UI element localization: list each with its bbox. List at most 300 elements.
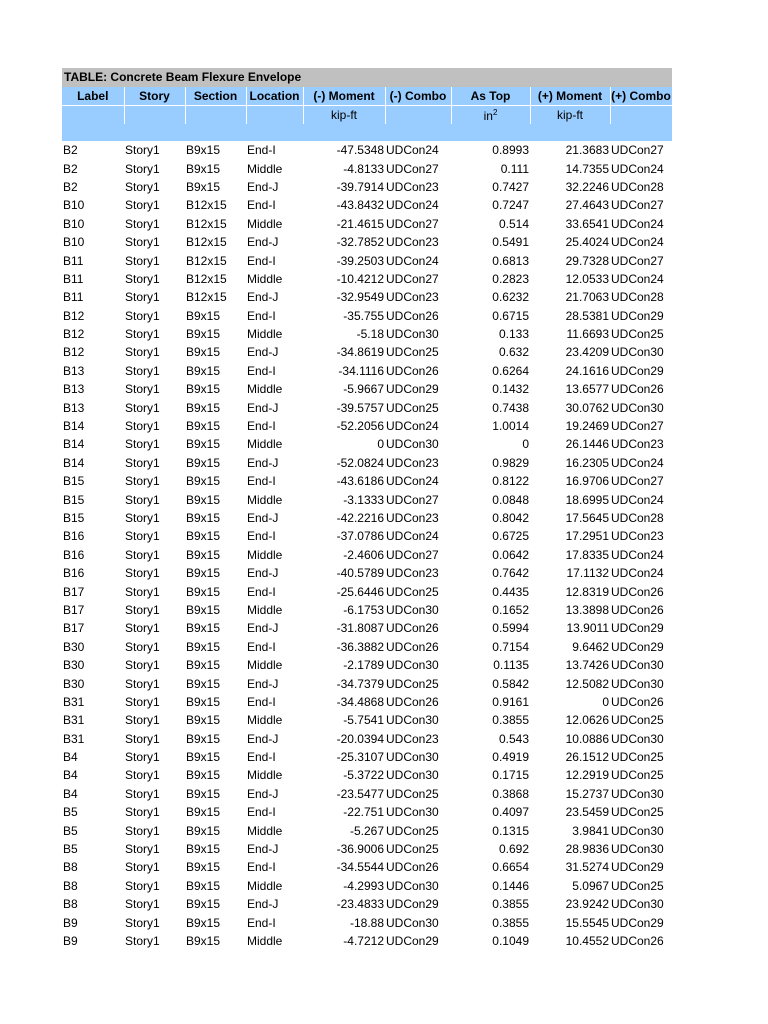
cell-pos-combo: UDCon30 <box>611 658 664 673</box>
cell-neg-moment: -23.5477 <box>336 786 384 801</box>
cell-pos-moment: 26.1512 <box>565 750 609 765</box>
cell-label: B2 <box>63 179 78 194</box>
cell-story: Story1 <box>125 382 160 397</box>
table-row <box>62 932 672 950</box>
cell-neg-combo: UDCon27 <box>386 216 439 231</box>
cell-neg-moment: -43.8432 <box>336 198 384 213</box>
table-row <box>62 288 672 306</box>
header-neg-combo: (-) Combo <box>385 87 451 106</box>
cell-pos-combo: UDCon30 <box>611 842 664 857</box>
cell-label: B11 <box>63 290 84 305</box>
cell-pos-combo: UDCon30 <box>611 345 664 360</box>
cell-pos-moment: 13.9011 <box>566 621 609 636</box>
cell-pos-moment: 17.2951 <box>565 529 609 544</box>
table-row <box>62 454 672 472</box>
spreadsheet <box>62 68 672 950</box>
cell-label: B31 <box>63 731 85 746</box>
cell-neg-moment: -23.4833 <box>336 897 384 912</box>
cell-story: Story1 <box>125 915 160 930</box>
cell-pos-combo: UDCon30 <box>611 400 664 415</box>
cell-neg-moment: -5.3722 <box>343 768 384 783</box>
cell-pos-moment: 12.0533 <box>565 271 609 286</box>
cell-story: Story1 <box>125 805 160 820</box>
cell-story: Story1 <box>125 842 160 857</box>
unit-as-top <box>451 106 530 125</box>
cell-pos-combo: UDCon29 <box>611 363 664 378</box>
cell-neg-combo: UDCon26 <box>386 639 439 654</box>
cell-pos-combo: UDCon24 <box>611 455 664 470</box>
cell-pos-combo: UDCon25 <box>611 878 664 893</box>
cell-as-top: 0.0848 <box>492 492 529 507</box>
cell-as-top: 0.692 <box>498 842 529 857</box>
cell-pos-combo: UDCon23 <box>611 437 664 452</box>
cell-location: Middle <box>247 271 283 286</box>
cell-location: End-J <box>247 400 279 415</box>
cell-story: Story1 <box>125 437 160 452</box>
cell-story: Story1 <box>125 345 160 360</box>
cell-neg-combo: UDCon30 <box>386 805 439 820</box>
cell-pos-moment: 28.5381 <box>565 308 609 323</box>
cell-story: Story1 <box>125 419 160 434</box>
cell-section: B9x15 <box>186 566 221 581</box>
cell-label: B2 <box>63 161 78 176</box>
cell-section: B9x15 <box>186 584 221 599</box>
cell-as-top: 0.3855 <box>492 713 529 728</box>
cell-neg-combo: UDCon24 <box>386 529 439 544</box>
cell-pos-moment: 10.4552 <box>565 933 609 948</box>
table-row <box>62 196 672 214</box>
header-row <box>62 87 672 106</box>
cell-story: Story1 <box>125 363 160 378</box>
cell-section: B12x15 <box>186 290 227 305</box>
cell-neg-moment: -35.755 <box>343 308 384 323</box>
cell-location: Middle <box>247 216 283 231</box>
cell-label: B14 <box>63 437 85 452</box>
cell-as-top: 0.4919 <box>492 750 529 765</box>
cell-section: B9x15 <box>186 694 221 709</box>
cell-pos-moment: 26.1446 <box>565 437 609 452</box>
cell-pos-combo: UDCon25 <box>611 750 664 765</box>
cell-location: Middle <box>247 327 283 342</box>
cell-section: B9x15 <box>186 731 221 746</box>
cell-as-top: 0.9829 <box>492 455 529 470</box>
cell-neg-combo: UDCon26 <box>386 621 439 636</box>
cell-label: B9 <box>63 933 78 948</box>
cell-pos-moment: 23.4209 <box>565 345 609 360</box>
cell-neg-combo: UDCon24 <box>386 198 439 213</box>
cell-label: B14 <box>63 455 85 470</box>
cell-pos-moment: 32.2246 <box>565 179 609 194</box>
cell-pos-combo: UDCon24 <box>611 547 664 562</box>
cell-section: B9x15 <box>186 419 221 434</box>
cell-section: B9x15 <box>186 345 221 360</box>
table-row <box>62 509 672 527</box>
cell-as-top: 0.6725 <box>492 529 529 544</box>
cell-neg-moment: -6.1753 <box>343 602 384 617</box>
table-row <box>62 895 672 913</box>
cell-section: B9x15 <box>186 639 221 654</box>
cell-pos-moment: 5.0967 <box>572 878 609 893</box>
cell-pos-moment: 12.5082 <box>565 676 609 691</box>
cell-section: B9x15 <box>186 529 221 544</box>
cell-pos-moment: 17.5645 <box>565 511 609 525</box>
table-row <box>62 178 672 196</box>
cell-neg-moment: -2.1789 <box>343 658 384 673</box>
cell-story: Story1 <box>125 327 160 342</box>
cell-pos-combo: UDCon29 <box>611 915 664 930</box>
cell-location: End-J <box>247 235 279 250</box>
cell-neg-combo: UDCon23 <box>386 455 439 470</box>
cell-neg-moment: -10.4212 <box>336 271 384 286</box>
cell-pos-moment: 0 <box>602 694 609 709</box>
cell-story: Story1 <box>125 474 160 489</box>
cell-as-top: 0.7154 <box>492 639 529 654</box>
cell-section: B9x15 <box>186 400 221 415</box>
cell-pos-combo: UDCon29 <box>611 860 664 875</box>
cell-pos-moment: 3.9841 <box>572 823 609 838</box>
table-row <box>62 730 672 748</box>
cell-pos-moment: 33.6541 <box>565 216 609 231</box>
cell-neg-combo: UDCon24 <box>386 253 439 268</box>
cell-neg-combo: UDCon29 <box>386 897 439 912</box>
cell-as-top: 0.4097 <box>492 805 529 820</box>
cell-pos-moment: 23.9242 <box>565 897 609 912</box>
cell-pos-moment: 15.2737 <box>565 786 609 801</box>
cell-pos-combo: UDCon30 <box>611 823 664 838</box>
cell-neg-moment: -39.7914 <box>336 179 384 194</box>
cell-section: B9x15 <box>186 474 221 489</box>
cell-neg-combo: UDCon27 <box>386 547 439 562</box>
cell-pos-moment: 13.6577 <box>565 382 609 397</box>
cell-section: B9x15 <box>186 547 221 562</box>
header-pos-moment: (+) Moment <box>530 87 610 106</box>
table-row <box>62 748 672 766</box>
cell-location: End-I <box>247 584 276 599</box>
cell-neg-moment: -37.0786 <box>336 529 384 544</box>
cell-location: End-J <box>247 676 279 691</box>
cell-story: Story1 <box>125 161 160 176</box>
cell-label: B5 <box>63 823 78 838</box>
cell-pos-moment: 16.9706 <box>565 474 609 489</box>
cell-story: Story1 <box>125 566 160 581</box>
cell-section: B9x15 <box>186 750 221 765</box>
cell-neg-combo: UDCon25 <box>386 676 439 691</box>
cell-story: Story1 <box>125 639 160 654</box>
cell-pos-combo: UDCon28 <box>611 290 664 305</box>
cell-label: B31 <box>63 713 85 728</box>
cell-section: B12x15 <box>186 253 227 268</box>
cell-pos-combo: UDCon29 <box>611 621 664 636</box>
unit-pos-moment: kip-ft <box>530 106 610 125</box>
cell-neg-combo: UDCon25 <box>386 823 439 838</box>
table-row <box>62 711 672 729</box>
table-row <box>62 766 672 784</box>
cell-location: Middle <box>247 878 283 893</box>
cell-neg-moment: -25.3107 <box>336 750 384 765</box>
cell-as-top: 0.6264 <box>492 363 529 378</box>
cell-location: End-I <box>247 419 276 434</box>
cell-story: Story1 <box>125 216 160 231</box>
cell-neg-combo: UDCon29 <box>386 382 439 397</box>
cell-story: Story1 <box>125 860 160 875</box>
cell-neg-combo: UDCon27 <box>386 161 439 176</box>
cell-section: B9x15 <box>186 602 221 617</box>
cell-location: End-I <box>247 198 276 213</box>
cell-section: B9x15 <box>186 143 221 158</box>
cell-location: End-I <box>247 805 276 820</box>
cell-as-top: 0.1135 <box>493 658 529 673</box>
table-row <box>62 307 672 325</box>
cell-neg-moment: -47.5348 <box>336 143 384 158</box>
cell-neg-moment: -21.4615 <box>336 216 384 231</box>
cell-pos-moment: 29.7328 <box>565 253 609 268</box>
table-row <box>62 877 672 895</box>
cell-pos-moment: 27.4643 <box>565 198 609 213</box>
cell-pos-combo: UDCon27 <box>611 474 664 489</box>
cell-story: Story1 <box>125 492 160 507</box>
cell-as-top: 0.1432 <box>492 382 529 397</box>
cell-location: End-J <box>247 731 279 746</box>
table-row <box>62 546 672 564</box>
cell-label: B16 <box>63 566 85 581</box>
cell-location: End-J <box>247 842 279 857</box>
table-row <box>62 435 672 453</box>
cell-neg-combo: UDCon25 <box>386 786 439 801</box>
cell-pos-combo: UDCon26 <box>611 584 664 599</box>
cell-label: B9 <box>63 915 78 930</box>
cell-story: Story1 <box>125 750 160 765</box>
cell-label: B15 <box>63 511 85 525</box>
cell-story: Story1 <box>125 235 160 250</box>
cell-as-top: 0.7427 <box>492 179 529 194</box>
cell-story: Story1 <box>125 584 160 599</box>
cell-story: Story1 <box>125 768 160 783</box>
cell-as-top: 0.2823 <box>492 271 529 286</box>
cell-neg-moment: -34.4868 <box>336 694 384 709</box>
cell-section: B9x15 <box>186 897 221 912</box>
cell-location: Middle <box>247 547 283 562</box>
cell-pos-combo: UDCon27 <box>611 253 664 268</box>
table-row <box>62 840 672 858</box>
cell-location: End-J <box>247 345 279 360</box>
table-row <box>62 490 672 508</box>
cell-label: B2 <box>63 143 78 158</box>
cell-neg-moment: -5.18 <box>356 327 384 342</box>
cell-as-top: 0.514 <box>498 216 529 231</box>
table-row <box>62 693 672 711</box>
cell-location: End-J <box>247 511 279 525</box>
cell-location: End-J <box>247 179 279 194</box>
cell-label: B8 <box>63 860 78 875</box>
cell-neg-combo: UDCon23 <box>386 511 439 525</box>
cell-as-top: 0.3855 <box>492 915 529 930</box>
cell-story: Story1 <box>125 400 160 415</box>
cell-pos-combo: UDCon30 <box>611 897 664 912</box>
cell-label: B13 <box>63 400 85 415</box>
cell-pos-combo: UDCon25 <box>611 327 664 342</box>
header-neg-moment: (-) Moment <box>303 87 385 106</box>
cell-story: Story1 <box>125 198 160 213</box>
cell-section: B9x15 <box>186 878 221 893</box>
cell-neg-moment: -5.7541 <box>343 713 384 728</box>
cell-location: End-I <box>247 474 276 489</box>
cell-section: B9x15 <box>186 382 221 397</box>
cell-neg-combo: UDCon23 <box>386 179 439 194</box>
cell-neg-combo: UDCon25 <box>386 400 439 415</box>
cell-section: B9x15 <box>186 805 221 820</box>
cell-pos-moment: 10.0886 <box>565 731 609 746</box>
cell-section: B9x15 <box>186 161 221 176</box>
cell-section: B12x15 <box>186 216 227 231</box>
table-body <box>62 141 672 950</box>
table-row <box>62 674 672 692</box>
cell-location: End-J <box>247 455 279 470</box>
cell-location: End-I <box>247 915 276 930</box>
table-row <box>62 913 672 931</box>
table-title: TABLE: Concrete Beam Flexure Envelope <box>62 68 672 87</box>
cell-as-top: 0.3855 <box>492 897 529 912</box>
cell-story: Story1 <box>125 658 160 673</box>
cell-neg-combo: UDCon30 <box>386 750 439 765</box>
cell-story: Story1 <box>125 602 160 617</box>
cell-pos-combo: UDCon27 <box>611 143 664 158</box>
cell-location: End-I <box>247 308 276 323</box>
header-as-top: As Top <box>451 87 530 106</box>
cell-section: B9x15 <box>186 786 221 801</box>
cell-label: B13 <box>63 363 85 378</box>
cell-location: Middle <box>247 933 283 948</box>
cell-as-top: 0.1049 <box>492 933 529 948</box>
cell-label: B11 <box>63 271 84 286</box>
cell-label: B30 <box>63 676 85 691</box>
cell-neg-moment: -5.9667 <box>343 382 384 397</box>
cell-pos-moment: 21.3683 <box>565 143 609 158</box>
cell-pos-moment: 31.5274 <box>565 860 609 875</box>
cell-pos-moment: 18.6995 <box>565 492 609 507</box>
cell-as-top: 0.1315 <box>492 823 529 838</box>
cell-pos-combo: UDCon26 <box>611 694 664 709</box>
cell-neg-combo: UDCon25 <box>386 584 439 599</box>
cell-pos-moment: 25.4024 <box>565 235 609 250</box>
cell-section: B12x15 <box>186 235 227 250</box>
cell-neg-combo: UDCon30 <box>386 437 439 452</box>
cell-location: End-I <box>247 253 276 268</box>
cell-pos-moment: 30.0762 <box>565 400 609 415</box>
cell-as-top: 0.6654 <box>492 860 529 875</box>
cell-as-top: 0.1446 <box>492 878 529 893</box>
table-row <box>62 619 672 637</box>
cell-section: B9x15 <box>186 621 221 636</box>
cell-neg-combo: UDCon24 <box>386 474 439 489</box>
table-row <box>62 251 672 269</box>
cell-neg-combo: UDCon27 <box>386 492 439 507</box>
cell-section: B9x15 <box>186 915 221 930</box>
cell-neg-moment: -34.8619 <box>336 345 384 360</box>
cell-neg-moment: -31.8087 <box>336 621 384 636</box>
cell-pos-combo: UDCon25 <box>611 768 664 783</box>
cell-as-top: 0.632 <box>498 345 529 360</box>
cell-neg-moment: -39.5757 <box>336 400 384 415</box>
cell-location: End-J <box>247 566 279 581</box>
cell-story: Story1 <box>125 933 160 948</box>
cell-location: Middle <box>247 382 283 397</box>
cell-neg-combo: UDCon29 <box>386 933 439 948</box>
header-section: Section <box>185 87 246 106</box>
cell-neg-moment: -22.751 <box>343 805 384 820</box>
cell-neg-moment: -43.6186 <box>336 474 384 489</box>
cell-neg-moment: -34.1116 <box>338 363 384 378</box>
cell-neg-combo: UDCon30 <box>386 713 439 728</box>
cell-as-top: 0.8042 <box>492 511 529 525</box>
cell-label: B5 <box>63 805 78 820</box>
cell-neg-moment: -34.7379 <box>336 676 384 691</box>
cell-neg-moment: -5.267 <box>349 823 384 838</box>
cell-label: B15 <box>63 474 85 489</box>
cell-pos-combo: UDCon25 <box>611 805 664 820</box>
cell-label: B11 <box>63 253 84 268</box>
table-row <box>62 858 672 876</box>
cell-as-top: 0.5491 <box>492 235 529 250</box>
cell-section: B9x15 <box>186 363 221 378</box>
cell-label: B31 <box>63 694 85 709</box>
header-story: Story <box>124 87 185 106</box>
cell-story: Story1 <box>125 455 160 470</box>
cell-neg-combo: UDCon26 <box>386 694 439 709</box>
cell-label: B12 <box>63 308 85 323</box>
cell-story: Story1 <box>125 823 160 838</box>
cell-neg-moment: -40.5789 <box>336 566 384 581</box>
cell-pos-moment: 23.5459 <box>565 805 609 820</box>
cell-pos-combo: UDCon24 <box>611 235 664 250</box>
cell-pos-combo: UDCon25 <box>611 713 664 728</box>
cell-story: Story1 <box>125 511 160 525</box>
cell-section: B9x15 <box>186 713 221 728</box>
units-row <box>62 106 672 125</box>
cell-as-top: 0.133 <box>498 327 529 342</box>
cell-neg-moment: -52.0824 <box>336 455 384 470</box>
cell-as-top: 0.543 <box>498 731 529 746</box>
cell-pos-combo: UDCon26 <box>611 382 664 397</box>
cell-section: B9x15 <box>186 768 221 783</box>
cell-as-top: 0.6232 <box>492 290 529 305</box>
header-location: Location <box>246 87 303 106</box>
cell-neg-moment: -18.88 <box>349 915 384 930</box>
cell-label: B14 <box>63 419 85 434</box>
cell-story: Story1 <box>125 786 160 801</box>
cell-pos-combo: UDCon24 <box>611 161 664 176</box>
cell-pos-combo: UDCon23 <box>611 529 664 544</box>
unit-neg-moment: kip-ft <box>303 106 385 125</box>
cell-neg-moment: -4.8133 <box>343 161 384 176</box>
cell-pos-combo: UDCon24 <box>611 216 664 231</box>
cell-as-top: 0.7642 <box>492 566 529 581</box>
cell-label: B17 <box>63 584 85 599</box>
table-row <box>62 270 672 288</box>
table-row <box>62 785 672 803</box>
cell-section: B9x15 <box>186 492 221 507</box>
cell-section: B9x15 <box>186 658 221 673</box>
cell-as-top: 0 <box>522 437 529 452</box>
cell-label: B5 <box>63 842 78 857</box>
cell-label: B17 <box>63 602 85 617</box>
cell-pos-combo: UDCon29 <box>611 639 664 654</box>
table-row <box>62 417 672 435</box>
cell-pos-combo: UDCon24 <box>611 566 664 581</box>
cell-neg-combo: UDCon30 <box>386 878 439 893</box>
cell-section: B9x15 <box>186 179 221 194</box>
cell-location: End-I <box>247 750 276 765</box>
cell-story: Story1 <box>125 290 160 305</box>
